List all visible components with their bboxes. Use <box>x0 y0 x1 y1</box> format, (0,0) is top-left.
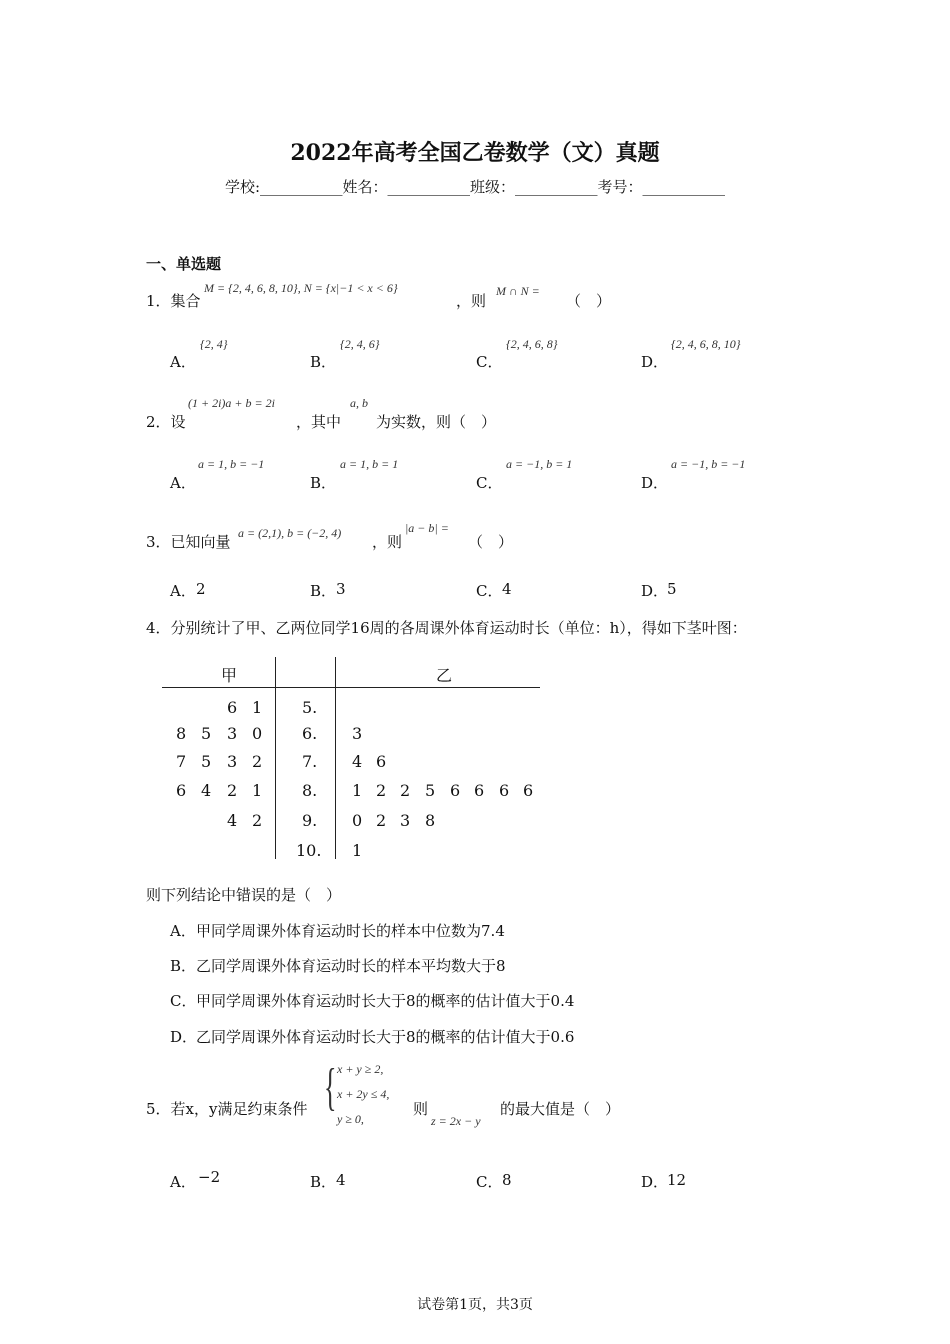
q5-option-a-value: −2 <box>198 1168 221 1186</box>
leaf-left: 5 <box>201 752 212 771</box>
constraint-brace: { <box>324 1059 337 1116</box>
q5-option-a-label: A． <box>170 1173 196 1191</box>
leaf-right: 2 <box>376 811 387 830</box>
q3-option-c-value: 4 <box>502 580 512 598</box>
q2-option-b-value: a = 1, b = 1 <box>340 457 399 471</box>
leaf-right: 6 <box>474 781 485 800</box>
q1-option-b-label: B． <box>310 353 337 371</box>
stem: 7. <box>302 752 318 771</box>
q5-option-c-value: 8 <box>502 1171 512 1189</box>
q2-prefix: 2．设 <box>146 413 186 431</box>
stem: 5. <box>302 698 318 717</box>
q5-mid: 则 <box>413 1100 429 1118</box>
q5-math-objective: z = 2x − y <box>431 1114 481 1128</box>
q3-option-d-value: 5 <box>667 580 677 598</box>
q3-mid: ，则 <box>372 533 403 551</box>
leaf-right: 2 <box>400 781 411 800</box>
q5-option-b-label: B． <box>310 1173 337 1191</box>
q1-option-a-label: A． <box>170 353 196 371</box>
q4-question: 则下列结论中错误的是（ ） <box>146 886 342 904</box>
plot-left-header: 甲 <box>221 666 238 685</box>
leaf-left: 6 <box>227 698 238 717</box>
leaf-right: 6 <box>523 781 534 800</box>
q3-prefix: 3．已知向量 <box>146 533 231 551</box>
page-footer: 试卷第1页，共3页 <box>417 1297 533 1313</box>
q5-option-d-label: D． <box>641 1173 669 1191</box>
q5-constraint-2: x + 2y ≤ 4, <box>337 1087 390 1101</box>
q1-option-b-value: {2, 4, 6} <box>340 337 380 351</box>
q4-option-c-label: C． <box>170 992 197 1010</box>
q5-prefix: 5．若x，y满足约束条件 <box>146 1100 308 1118</box>
q3-option-b-label: B． <box>310 582 337 600</box>
leaf-left: 2 <box>252 811 263 830</box>
q2-option-d-value: a = −1, b = −1 <box>671 457 746 471</box>
q4-text: 4．分别统计了甲、乙两位同学16周的各周课外体育运动时长（单位：h），得如下茎叶图： <box>146 619 747 637</box>
stem: 8. <box>302 781 318 800</box>
q4-option-a-value: 甲同学周课外体育运动时长的样本中位数为7.4 <box>196 922 505 940</box>
leaf-right: 4 <box>352 752 363 771</box>
leaf-left: 1 <box>252 781 263 800</box>
leaf-right: 3 <box>400 811 411 830</box>
q2-mid: ，其中 <box>296 413 342 431</box>
q3-math-vectors: a = (2,1), b = (−2, 4) <box>238 526 342 540</box>
q2-option-c-value: a = −1, b = 1 <box>506 457 573 471</box>
q5-option-d-value: 12 <box>667 1171 687 1189</box>
leaf-left: 0 <box>252 724 263 743</box>
q3-option-a-value: 2 <box>196 580 206 598</box>
leaf-left: 3 <box>227 724 238 743</box>
q1-end: （ ） <box>566 292 612 310</box>
q1-option-c-value: {2, 4, 6, 8} <box>506 337 558 351</box>
q1-option-d-value: {2, 4, 6, 8, 10} <box>671 337 741 351</box>
leaf-left: 1 <box>252 698 263 717</box>
q5-option-b-value: 4 <box>336 1171 346 1189</box>
leaf-right: 1 <box>352 841 363 860</box>
q2-option-d-label: D． <box>641 474 669 492</box>
leaf-left: 2 <box>252 752 263 771</box>
leaf-left: 6 <box>176 781 187 800</box>
q2-option-c-label: C． <box>476 474 503 492</box>
q2-option-a-value: a = 1, b = −1 <box>198 457 265 471</box>
plot-right-divider <box>335 657 336 859</box>
q2-math-equation: (1 + 2i)a + b = 2i <box>188 396 275 410</box>
q5-constraint-1: x + y ≥ 2, <box>337 1062 384 1076</box>
leaf-left: 8 <box>176 724 187 743</box>
student-info-line: 学校:___________姓名：___________班级：___________考号：___________ <box>224 178 726 196</box>
leaf-left: 4 <box>227 811 238 830</box>
leaf-right: 6 <box>376 752 387 771</box>
leaf-right: 8 <box>425 811 436 830</box>
stem: 6. <box>302 724 318 743</box>
q1-math-intersection: M ∩ N = <box>496 284 540 298</box>
leaf-right: 2 <box>376 781 387 800</box>
q3-option-d-label: D． <box>641 582 669 600</box>
q3-option-c-label: C． <box>476 582 503 600</box>
leaf-left: 2 <box>227 781 238 800</box>
leaf-left: 5 <box>201 724 212 743</box>
q4-option-a-label: A． <box>170 922 196 940</box>
q1-option-d-label: D． <box>641 353 669 371</box>
q2-end: 为实数，则（ ） <box>376 413 497 431</box>
q1-option-c-label: C． <box>476 353 503 371</box>
leaf-right: 6 <box>450 781 461 800</box>
leaf-left: 3 <box>227 752 238 771</box>
q1-math-sets: M = {2, 4, 6, 8, 10}, N = {x|−1 < x < 6} <box>204 281 398 295</box>
plot-header-rule <box>162 687 540 688</box>
q2-option-b-label: B． <box>310 474 337 492</box>
q4-option-d-label: D． <box>170 1028 198 1046</box>
q3-option-b-value: 3 <box>336 580 346 598</box>
q3-end: （ ） <box>468 533 514 551</box>
q5-end: 的最大值是（ ） <box>500 1100 621 1118</box>
section-heading: 一、单选题 <box>146 255 222 273</box>
q1-prefix: 1．集合 <box>146 292 201 310</box>
q4-option-d-value: 乙同学周课外体育运动时长大于8的概率的估计值大于0.6 <box>196 1028 575 1046</box>
q4-option-c-value: 甲同学周课外体育运动时长大于8的概率的估计值大于0.4 <box>196 992 575 1010</box>
q5-constraint-3: y ≥ 0, <box>337 1112 364 1126</box>
plot-left-divider <box>275 657 276 859</box>
leaf-left: 7 <box>176 752 187 771</box>
q4-option-b-value: 乙同学周课外体育运动时长的样本平均数大于8 <box>196 957 506 975</box>
q1-option-a-value: {2, 4} <box>200 337 228 351</box>
stem: 10. <box>296 841 322 860</box>
q2-option-a-label: A． <box>170 474 196 492</box>
leaf-right: 0 <box>352 811 363 830</box>
leaf-right: 6 <box>499 781 510 800</box>
page-title: 2022年高考全国乙卷数学（文）真题 <box>290 140 660 166</box>
q2-math-vars: a, b <box>350 396 368 410</box>
q5-option-c-label: C． <box>476 1173 503 1191</box>
leaf-left: 4 <box>201 781 212 800</box>
leaf-right: 3 <box>352 724 363 743</box>
leaf-right: 1 <box>352 781 363 800</box>
q4-option-b-label: B． <box>170 957 197 975</box>
stem: 9. <box>302 811 318 830</box>
q1-mid: ，则 <box>456 292 487 310</box>
leaf-right: 5 <box>425 781 436 800</box>
q3-option-a-label: A． <box>170 582 196 600</box>
q3-math-norm: |a − b| = <box>405 521 449 535</box>
plot-right-header: 乙 <box>436 666 453 685</box>
